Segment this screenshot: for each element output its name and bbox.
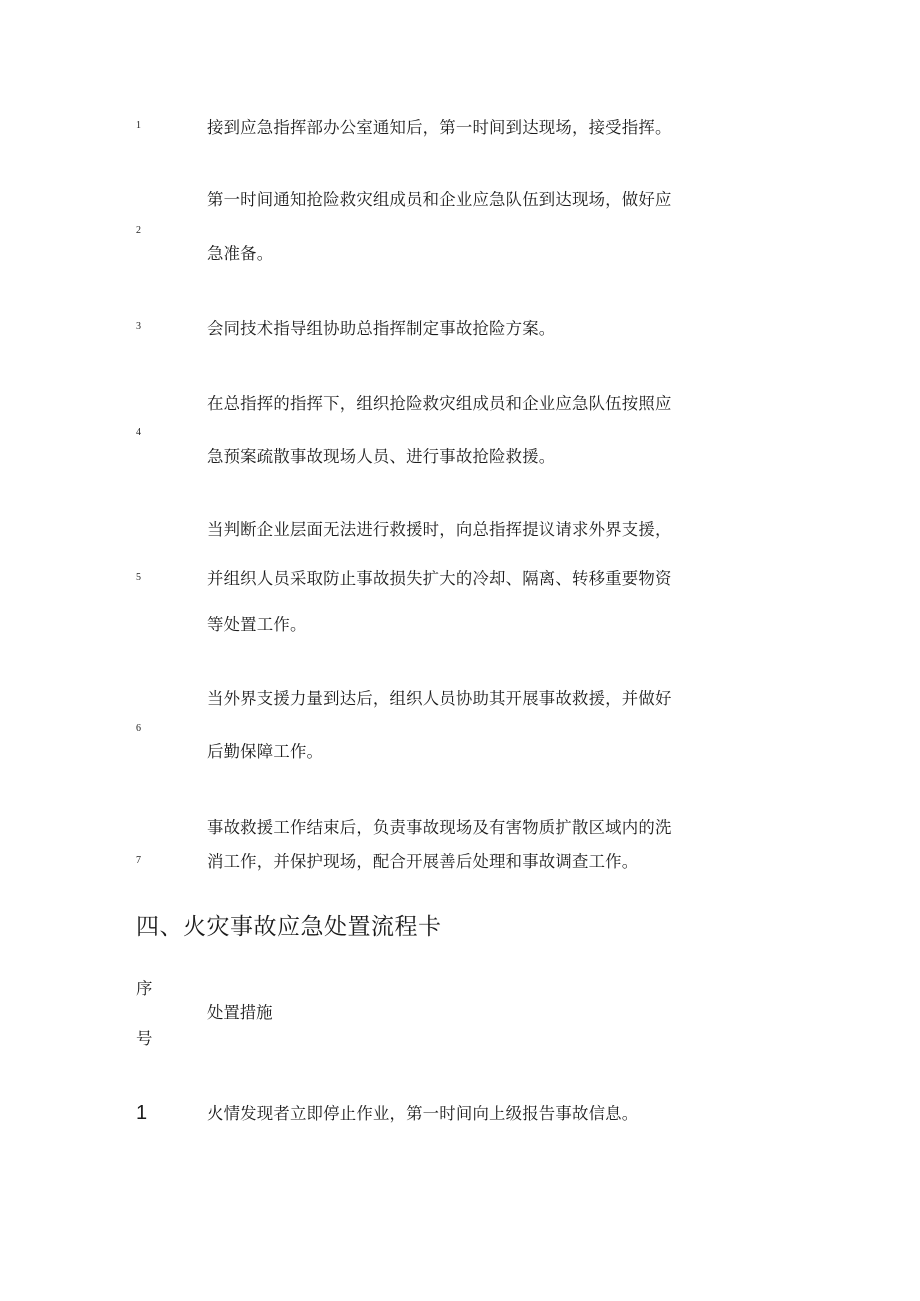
step-number: 4	[136, 427, 141, 438]
step-number: 7	[136, 855, 141, 866]
step-text-line: 会同技术指导组协助总指挥制定事故抢险方案。	[207, 319, 556, 338]
header-seq-char: 序	[136, 979, 153, 998]
row-text: 火情发现者立即停止作业，第一时间向上级报告事故信息。	[207, 1104, 639, 1123]
step-number: 3	[136, 321, 141, 332]
step-text-line: 第一时间通知抢险救灾组成员和企业应急队伍到达现场，做好应	[207, 190, 672, 209]
step-text-line: 在总指挥的指挥下，组织抢险救灾组成员和企业应急队伍按照应	[207, 394, 672, 413]
section-heading: 四、火灾事故应急处置流程卡	[136, 914, 442, 940]
step-text-line: 急预案疏散事故现场人员、进行事故抢险救援。	[207, 447, 556, 466]
header-measures: 处置措施	[207, 1003, 273, 1022]
header-seq-char: 号	[136, 1029, 153, 1048]
step-number: 6	[136, 723, 141, 734]
step-text-line: 后勤保障工作。	[207, 742, 324, 761]
row-number: 1	[136, 1102, 148, 1124]
step-text-line: 并组织人员采取防止事故损失扩大的冷却、隔离、转移重要物资	[207, 569, 672, 588]
step-number: 1	[136, 120, 141, 131]
step-text-line: 当判断企业层面无法进行救援时，向总指挥提议请求外界支援，	[207, 520, 672, 539]
step-text-line: 急准备。	[207, 244, 274, 263]
step-number: 2	[136, 225, 141, 236]
step-text-line: 接到应急指挥部办公室通知后，第一时间到达现场，接受指挥。	[207, 118, 672, 137]
step-text-line: 事故救援工作结束后，负责事故现场及有害物质扩散区域内的洗	[207, 818, 672, 837]
step-text-line: 当外界支援力量到达后，组织人员协助其开展事故救援，并做好	[207, 689, 672, 708]
step-text-line: 等处置工作。	[207, 615, 307, 634]
step-number: 5	[136, 572, 141, 583]
step-text-line: 消工作，并保护现场，配合开展善后处理和事故调查工作。	[207, 852, 639, 871]
